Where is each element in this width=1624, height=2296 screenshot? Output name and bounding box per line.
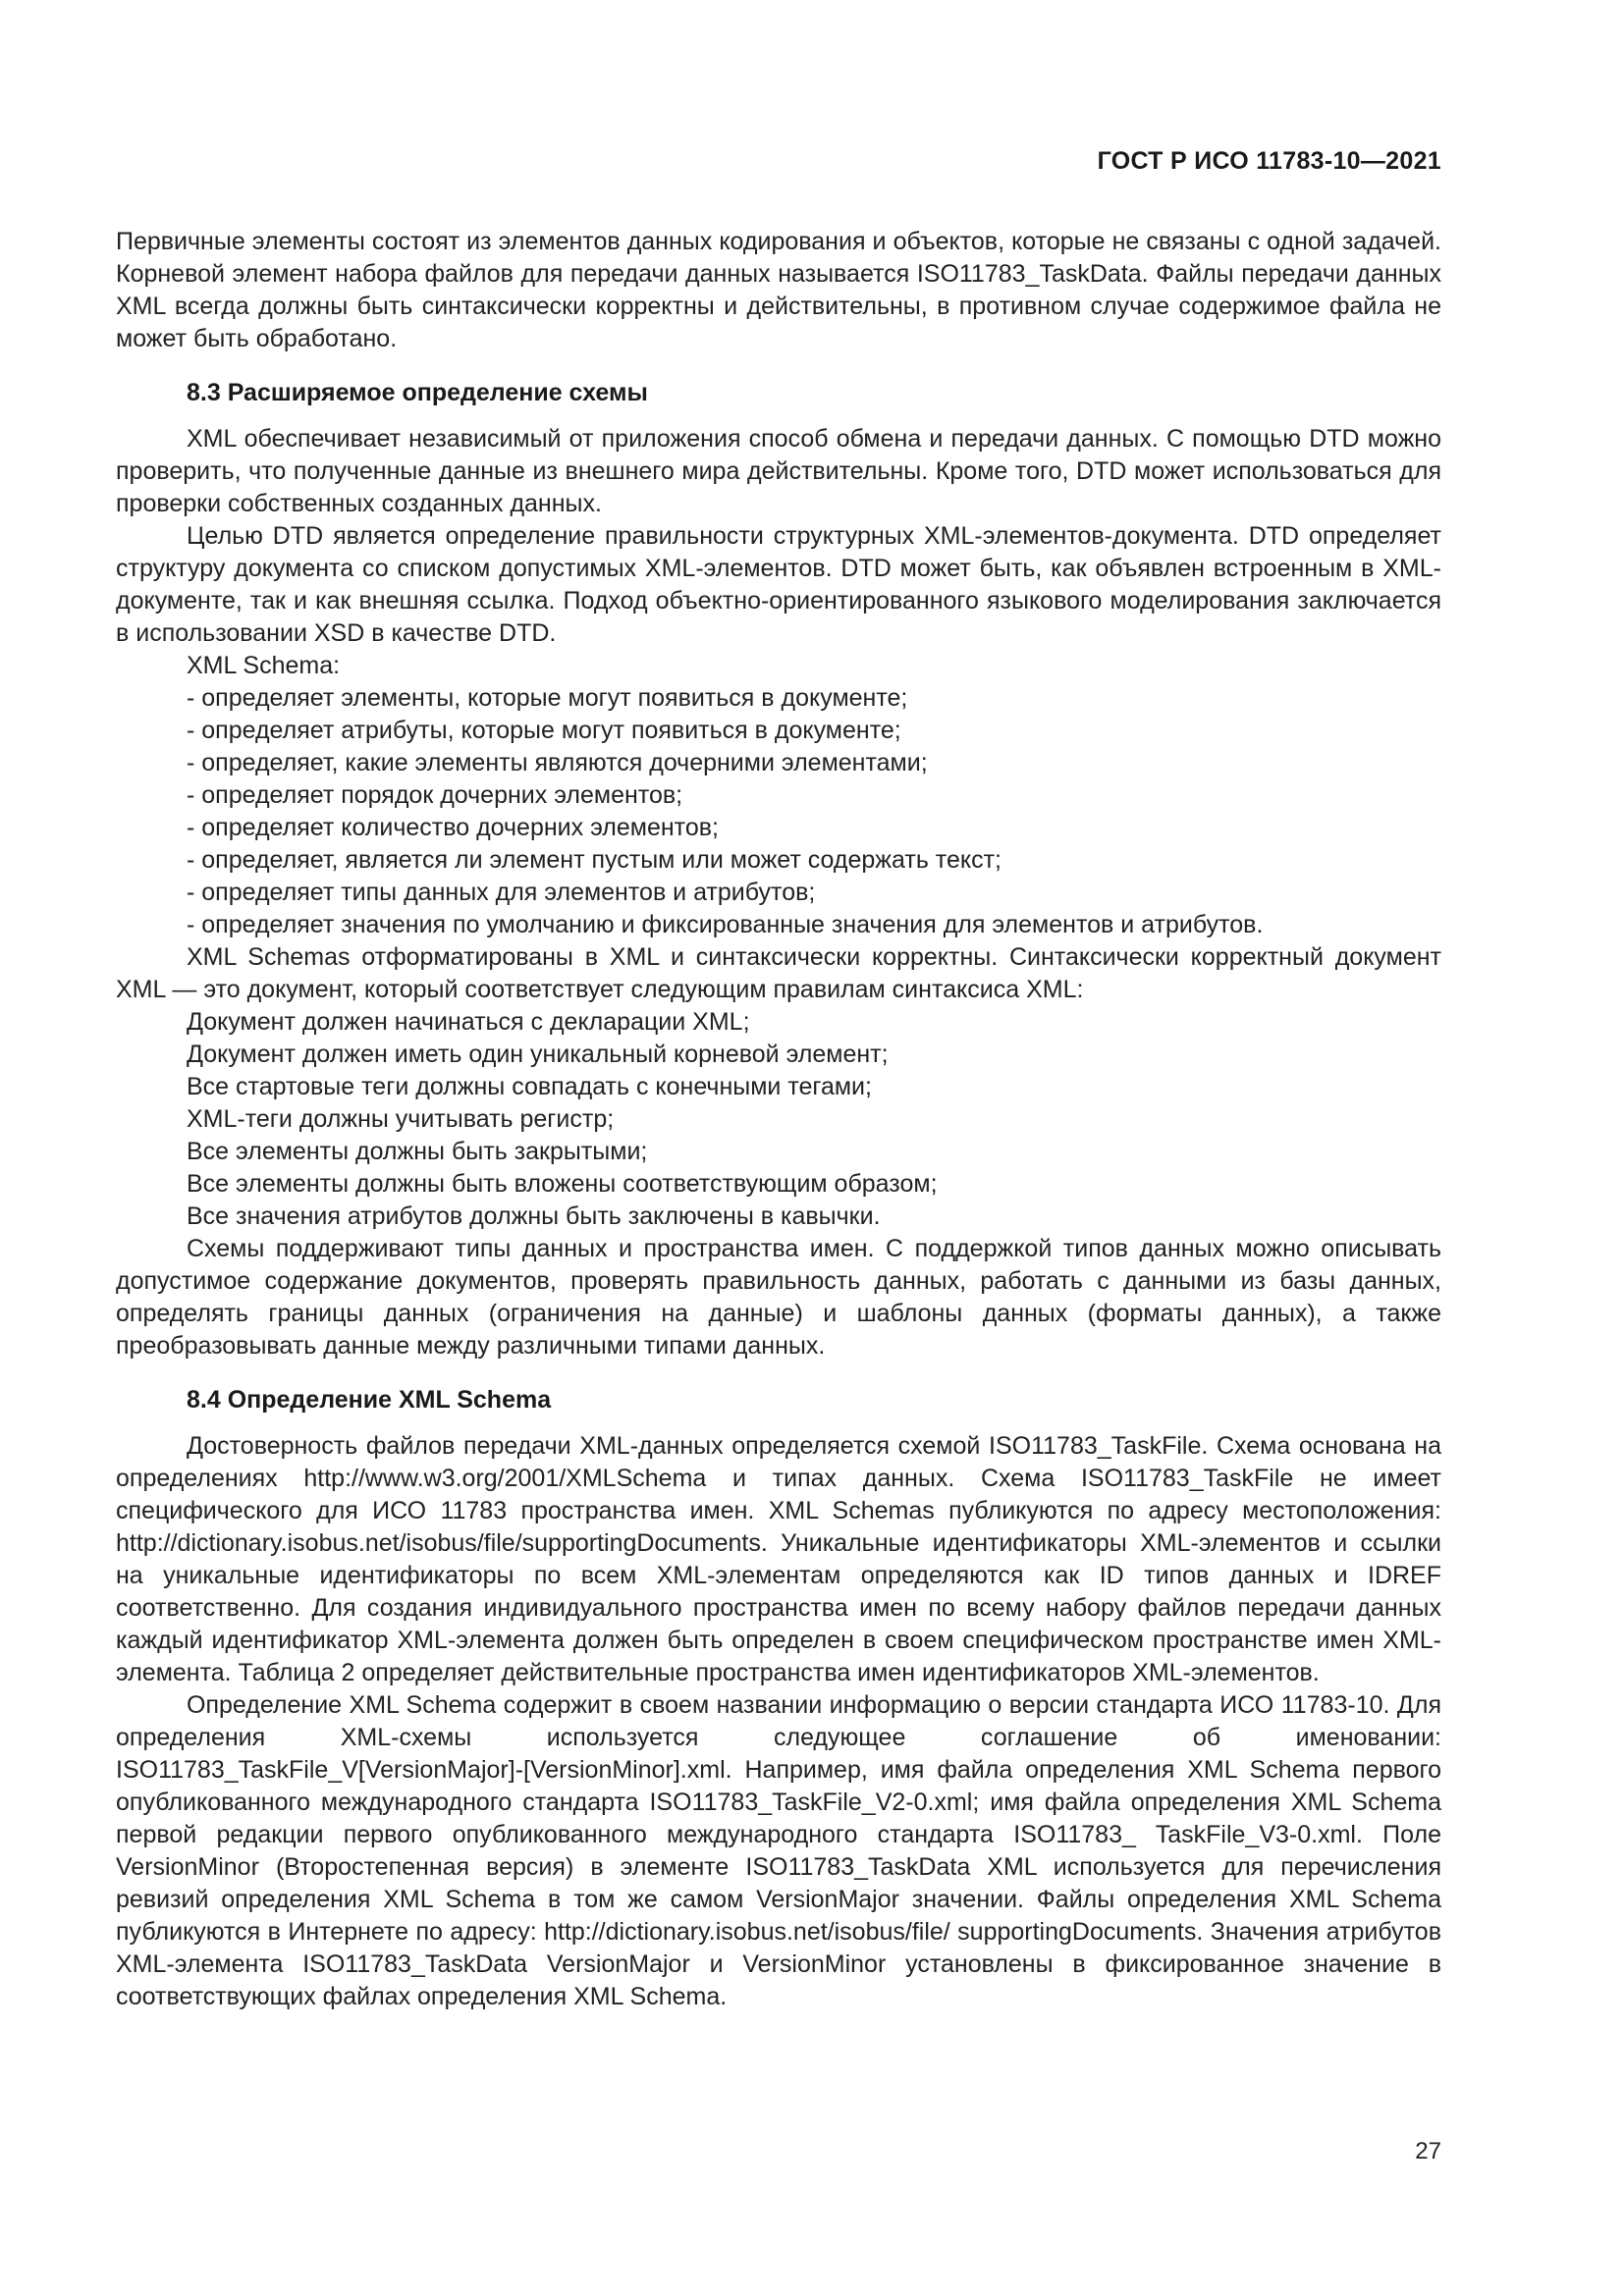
schema-list-item: - определяет, является ли элемент пустым или может содержать текст; [187, 846, 1001, 874]
syntax-rule-item: Все стартовые теги должны совпадать с конечными тегами; [187, 1073, 872, 1100]
schema-list-item: - определяет порядок дочерних элементов; [187, 781, 683, 809]
syntax-rule-item: Документ должен иметь один уникальный корневой элемент; [187, 1041, 889, 1068]
intro-paragraph: Первичные элементы состоят из элементов данных кодирования и объектов, которые не связаны с одной задачей. Корневой элемент набора файлов для передачи данных называется ISO11783_TaskData. Файлы передачи данных XML всегда должны быть синтаксически корректны и действительны, в противном случае содержимое файла не может быть обработано. [116, 228, 1441, 352]
syntax-rule-item: Все элементы должны быть вложены соответствующим образом; [187, 1170, 938, 1198]
section-8-4-paragraph-1: Достоверность файлов передачи XML-данных определяется схемой ISO11783_TaskFile. Схема основана на определениях http://www.w3.org/2001/XMLSchema и типах данных. Схема ISO11783_TaskFile не имеет специфического для ИСО 11783 пространства имен. XML Schemas публикуются по адресу местоположения: http://dictionary.isobus.net/isobus/file/supportingDocuments. Уникальные идентификаторы XML-элементов и ссылки на уникальные идентификаторы по всем XML-элементам определяются как ID типов данных и IDREF соответственно. Для создания индивидуального пространства имен по всему набору файлов передачи данных каждый идентификатор XML-элемента должен быть определен в своем специфическом пространстве имен XML-элемента. Таблица 2 определяет действительные пространства имен идентификаторов XML-элементов. [116, 1432, 1441, 1686]
section-8-3-paragraph-2: Целью DTD является определение правильности структурных XML-элементов-документа. DTD определяет структуру документа со списком допустимых XML-элементов. DTD может быть, как объявлен встроенным в XML-документе, так и как внешняя ссылка. Подход объектно-ориентированного языкового моделирования заключается в использовании XSD в качестве DTD. [116, 522, 1441, 647]
section-8-4-heading: 8.4 Определение XML Schema [187, 1386, 552, 1414]
schema-list-item: - определяет элементы, которые могут появиться в документе; [187, 684, 908, 712]
syntax-rule-item: Все элементы должны быть закрытыми; [187, 1138, 648, 1165]
section-8-3-paragraph-1: XML обеспечивает независимый от приложения способ обмена и передачи данных. С помощью DTD можно проверить, что полученные данные из внешнего мира действительны. Кроме того, DTD может использоваться для проверки собственных созданных данных. [116, 425, 1441, 517]
schema-list-item: - определяет атрибуты, которые могут появиться в документе; [187, 717, 901, 744]
page-body [116, 226, 1441, 2013]
schema-list-intro: XML Schema: [187, 652, 341, 679]
page-number: 27 [1415, 2138, 1441, 2164]
schema-list-item: - определяет типы данных для элементов и атрибутов; [187, 879, 816, 906]
schema-list-item: - определяет количество дочерних элементов; [187, 814, 719, 841]
syntax-rule-item: XML-теги должны учитывать регистр; [187, 1105, 615, 1133]
section-8-3-paragraph-4: Схемы поддерживают типы данных и пространства имен. С поддержкой типов данных можно описывать допустимое содержание документов, проверять правильность данных, работать с данными из базы данных, определять границы данных (ограничения на данные) и шаблоны данных (форматы данных), а также преобразовывать данные между различными типами данных. [116, 1235, 1441, 1360]
section-8-4-paragraph-2: Определение XML Schema содержит в своем названии информацию о версии стандарта ИСО 11783-10. Для определения XML-схемы используется следующее соглашение об именовании: ISO11783_TaskFile_V[VersionMajor]-[VersionMinor].xml. Например, имя файла определения XML Schema первого опубликованного международного стандарта ISO11783_TaskFile_V2-0.xml; имя файла определения XML Schema первой редакции первого опубликованного международного стандарта ISO11783_ TaskFile_V3-0.xml. Поле VersionMinor (Второстепенная версия) в элементе ISO11783_TaskData XML используется для перечисления ревизий определения XML Schema в том же самом VersionMajor значении. Файлы определения XML Schema публикуются в Интернете по адресу: http://dictionary.isobus.net/isobus/file/ supportingDocuments. Значения атрибутов XML-элемента ISO11783_TaskData VersionMajor и VersionMinor установлены в фиксированное значение в соответствующих файлах определения XML Schema. [116, 1691, 1441, 2010]
syntax-rule-item: Все значения атрибутов должны быть заключены в кавычки. [187, 1202, 881, 1230]
syntax-rule-item: Документ должен начинаться с декларации XML; [187, 1008, 750, 1036]
section-8-3-paragraph-3: XML Schemas отформатированы в XML и синтаксически корректны. Синтаксически корректный документ XML — это документ, который соответствует следующим правилам синтаксиса XML: [116, 943, 1441, 1003]
section-8-3-heading: 8.3 Расширяемое определение схемы [187, 379, 648, 406]
schema-list-item: - определяет, какие элементы являются дочерними элементами; [187, 749, 928, 776]
document-code-header: ГОСТ Р ИСО 11783-10—2021 [1097, 147, 1441, 175]
schema-list-item: - определяет значения по умолчанию и фиксированные значения для элементов и атрибутов. [187, 911, 1264, 938]
